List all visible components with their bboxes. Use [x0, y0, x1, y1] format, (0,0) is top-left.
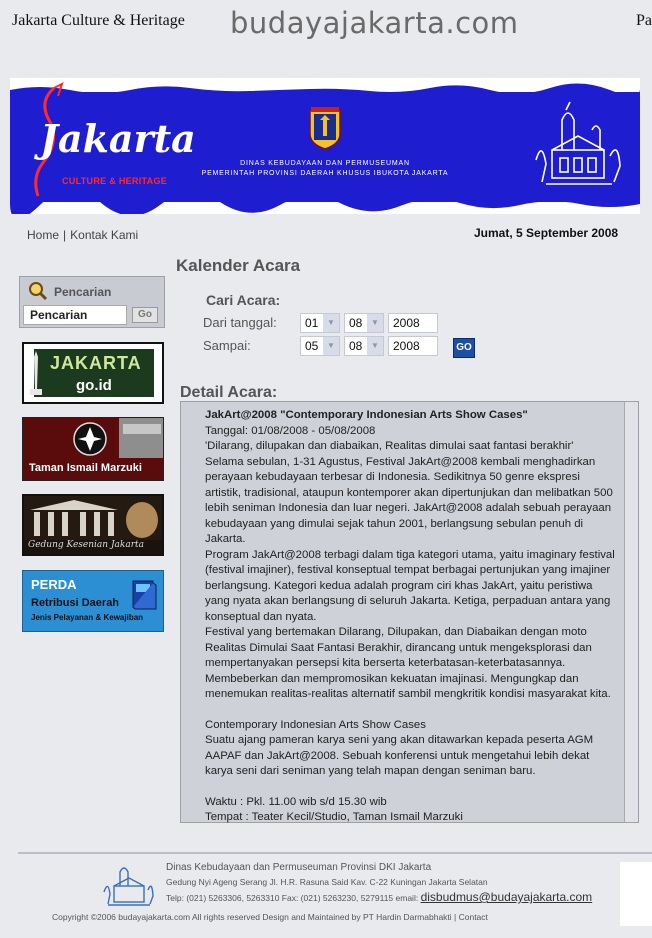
- chevron-down-icon: ▼: [367, 314, 383, 332]
- to-year-field[interactable]: 2008: [388, 336, 438, 356]
- gedung-kesenian-label: Gedung Kesenian Jakarta: [28, 540, 145, 550]
- search-input[interactable]: [23, 305, 127, 325]
- event-search-heading: Cari Acara:: [206, 292, 281, 308]
- chevron-down-icon: ▼: [323, 314, 339, 332]
- to-day-select[interactable]: [300, 336, 340, 356]
- footer-email-link[interactable]: disbudmus@budayajakarta.com: [420, 890, 593, 904]
- detail-scrollbar[interactable]: [624, 402, 638, 822]
- copyright: Copyright ©2006 budayajakarta.com All rights reserved Design and Maintained by PT Hardin Darmabhakti | Contact: [52, 912, 488, 922]
- chevron-down-icon: ▼: [367, 337, 383, 355]
- spacer: [205, 780, 617, 795]
- from-day-select[interactable]: [300, 313, 340, 333]
- monas-icon: [28, 349, 44, 397]
- event-title: JakArt@2008 "Contemporary Indonesian Arts Show Cases": [205, 409, 528, 421]
- footer-office-name: Dinas Kebudayaan dan Permuseuman Provinsi DKI Jakarta: [166, 862, 432, 873]
- event-dates: Tanggal: 01/08/2008 - 05/08/2008: [205, 424, 376, 437]
- site-banner: [10, 78, 640, 214]
- footer-city-hall-icon: [102, 862, 154, 908]
- chevron-down-icon: ▼: [323, 337, 339, 355]
- print-header-right: Pa: [636, 12, 652, 29]
- event-detail-panel: [180, 401, 639, 823]
- tim-label: Taman Ismail Marzuki: [29, 462, 142, 474]
- top-nav: [27, 228, 138, 242]
- event-subheading: Contemporary Indonesian Arts Show Cases: [205, 718, 426, 731]
- from-day-value: 01: [305, 316, 319, 330]
- search-go-button[interactable]: Go: [132, 307, 158, 323]
- event-time: Waktu : Pkl. 11.00 wib s/d 15.30 wib: [205, 795, 387, 808]
- perda-title: PERDA: [31, 577, 77, 592]
- banner-bottom-edge: [10, 196, 640, 214]
- event-paragraph: Selama sebulan, 1-31 Agustus, Festival JakArt@2008 kembali menghadirkan perayaan kebudayaan terbesar di Indonesia. Sedikitnya 50 genre ekspresi artistik, tradisional, ataupun kontemporer akan dipertunjukan dan melibatkan 500 lebih seniman Indonesia dan luar negeri. JakArt@2008 adalah sebuah perayaan kebudayaan yang dimulai sejak tahun 2001, berlangsung sebulan penuh di Jakarta.: [205, 455, 613, 545]
- perda-retribusi-banner[interactable]: [22, 570, 164, 632]
- jakarta-go-id-domain: go.id: [76, 377, 112, 394]
- event-paragraph: Suatu ajang pameran karya seni yang akan ditawarkan kepada peserta AGM AAPAF dan JakArt@2008. Sebuah konferensi untuk mengetahui lebih dekat karya seni dari seniman yang telah mapan dengan seniman baru.: [205, 734, 594, 777]
- tim-logo-icon: [73, 422, 107, 456]
- gedung-kesenian-banner[interactable]: [22, 494, 164, 556]
- government-name: PEMERINTAH PROVINSI DAERAH KHUSUS IBUKOTA JAKARTA: [201, 170, 449, 177]
- footer-address: Gedung Nyi Ageng Serang Jl. H.R. Rasuna Said Kav. C-22 Kuningan Jakarta Selatan: [166, 877, 488, 887]
- dki-crest-icon: [308, 106, 342, 150]
- to-month-select[interactable]: [344, 336, 384, 356]
- jakarta-go-id-banner[interactable]: [22, 342, 164, 404]
- book-icon: [131, 579, 157, 611]
- print-header: [0, 0, 652, 60]
- to-date-label: Sampai:: [203, 338, 251, 353]
- logo-wordmark[interactable]: Jakarta: [40, 116, 196, 161]
- event-paragraph: Festival yang bertemakan Dilarang, Dilupakan, dan Diabaikan dengan moto Realitas Dimulai Saat Fantasi Berakhir, dirancang untuk mengeksplorasi dan mempertanyakan persepsi kita berserta keterbatasan-keterbatasannya. Membeberkan dan mempromosikan kekuatan imajinasi. Mengungkap dan menemukan realitas-realitas alternatif sambil mengkritik kondisi masyarakat kita.: [205, 626, 611, 700]
- search-header: [20, 277, 164, 302]
- jakarta-go-id-panel: [34, 349, 154, 397]
- footer-divider: [18, 852, 652, 854]
- event-detail-content: [205, 408, 617, 826]
- from-year-field[interactable]: 2008: [388, 313, 438, 333]
- to-month-value: 08: [349, 339, 363, 353]
- to-day-value: 05: [305, 339, 319, 353]
- footer-phone: Telp: (021) 5263306, 5263310 Fax: (021) 5263230, 5279115 email:: [166, 893, 419, 903]
- logo-subtitle: CULTURE & HERITAGE: [62, 176, 168, 186]
- search-title: Pencarian: [54, 285, 112, 299]
- event-detail-heading: Detail Acara:: [180, 384, 278, 401]
- print-header-left: Jakarta Culture & Heritage: [12, 12, 185, 29]
- footer-contact: [166, 890, 592, 904]
- jakarta-go-id-word: JAKARTA: [50, 353, 142, 373]
- calendar-heading: Kalender Acara: [176, 256, 301, 275]
- perda-caption: Jenis Pelayanan & Kewajiban: [31, 613, 144, 622]
- event-paragraph: Program JakArt@2008 terbagi dalam tiga kategori utama, yaitu imaginary festival (festival imajiner), festival konseptual tempat berbagai pertunjukan yang imajiner berlangsung. Kategori kedua adalah program ciri khas JakArt, yaitu peristiwa yang nyata akan berlangsung di seluruh Jakarta. Ketiga, perpaduan antara yang konseptual dan nyata.: [205, 548, 615, 623]
- event-venue: Tempat : Teater Kecil/Studio, Taman Ismail Marzuki: [205, 811, 463, 823]
- print-header-site: budayajakarta.com: [230, 6, 519, 40]
- nav-separator: |: [63, 228, 67, 242]
- page-edge: [620, 862, 652, 926]
- current-date: Jumat, 5 September 2008: [474, 226, 619, 240]
- event-motto: 'Dilarang, dilupakan dan diabaikan, Realitas dimulai saat fantasi berakhir': [205, 440, 574, 452]
- magnifier-icon: [28, 281, 48, 301]
- gedung-kesenian-illustration-icon: [24, 496, 164, 540]
- nav-contact-link[interactable]: Kontak Kami: [70, 228, 139, 242]
- from-date-label: Dari tanggal:: [203, 315, 277, 330]
- nav-home-link[interactable]: Home: [27, 228, 60, 242]
- from-month-select[interactable]: [344, 313, 384, 333]
- city-hall-illustration-icon: [532, 100, 622, 192]
- calendar-go-button[interactable]: GO: [453, 338, 475, 358]
- sidebar-search: [19, 276, 165, 328]
- department-name: DINAS KEBUDAYAAN DAN PERMUSEUMAN: [240, 160, 410, 167]
- perda-subtitle: Retribusi Daerah: [31, 597, 120, 609]
- spacer: [205, 703, 617, 718]
- taman-ismail-marzuki-banner[interactable]: [22, 417, 164, 481]
- from-month-value: 08: [349, 316, 363, 330]
